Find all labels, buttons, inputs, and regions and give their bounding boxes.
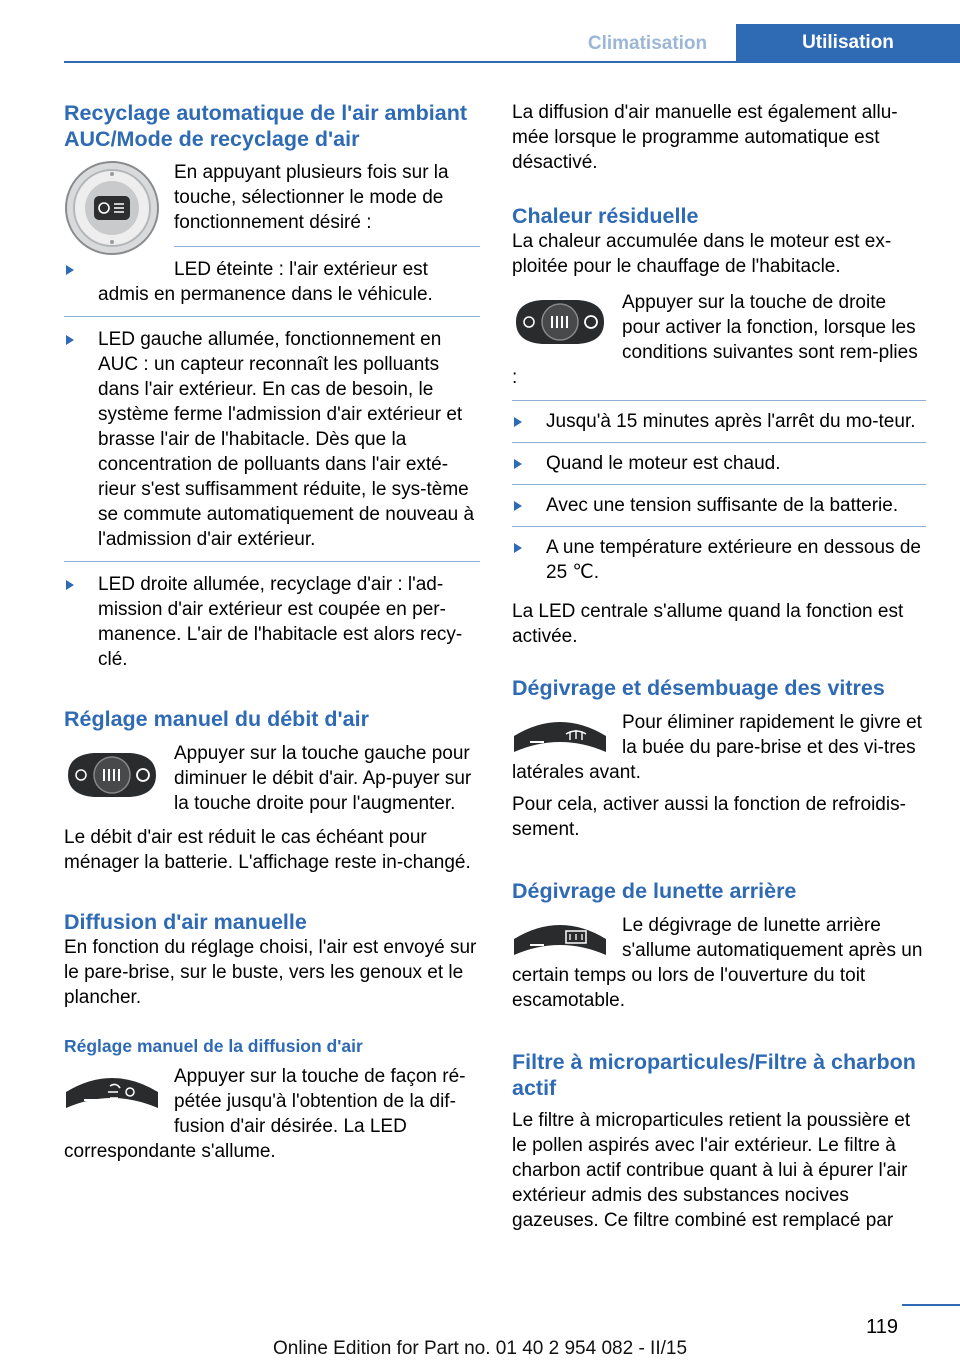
auc-intro: En appuyant plusieurs fois sur la touche, sélectionner le mode de fonctionnement désiré :: [174, 162, 449, 233]
divider: [512, 526, 926, 527]
manual-flow-text: Appuyer sur la touche gauche pour diminuer le débit d'air. Ap‐puyer sur la touche droite pour l'augmenter.: [174, 743, 472, 814]
auc-list-first: [64, 257, 480, 307]
divider: [174, 246, 480, 247]
rear-defrost-block: [512, 913, 926, 1013]
rear-window-defrost-button-icon: [512, 917, 608, 961]
residual-heat-block: [512, 290, 926, 390]
defrost-block: [512, 710, 926, 785]
filter-heading: Filtre à microparticules/Filtre à charbon actif: [512, 1050, 916, 1100]
windshield-defrost-button-icon: [512, 714, 608, 758]
list-item: LED éteinte : l'air extérieur est admis en permanence dans le véhicule.: [64, 257, 480, 307]
list-item: Quand le moteur est chaud.: [512, 451, 926, 476]
distribution-setting-block: [64, 1064, 480, 1164]
residual-heat-heading: Chaleur résiduelle: [512, 204, 699, 228]
list-item: Jusqu'à 15 minutes après l'arrêt du mo‐teur.: [512, 409, 926, 434]
distribution-setting-text: Appuyer sur la touche de façon ré‐pétée jusqu'à l'obtention de la dif‐fusion d'air désirée. La LED correspondante s'allume.: [64, 1066, 466, 1162]
footer-rule: [902, 1304, 960, 1306]
manual-flow-heading: Réglage manuel du débit d'air: [64, 707, 369, 731]
rear-defrost-text: Le dégivrage de lunette arrière s'allume automatiquement après un certain temps ou lors de l'ouverture du toit escamotable.: [512, 915, 923, 1011]
manual-flow-note: Le débit d'air est réduit le cas échéant pour ménager la batterie. L'affichage reste in‐changé.: [64, 827, 471, 873]
distribution-setting-heading: Réglage manuel de la diffusion d'air: [64, 1036, 363, 1056]
divider: [64, 316, 480, 317]
filter-text: Le filtre à microparticules retient la poussière et le pollen aspirés avec l'air extérieur. Le filtre à charbon actif contribue quant à lui à épurer l'air extérieur admis des substances nocives gazeuses. Ce filtre combiné est remplacé par: [512, 1110, 911, 1231]
right-column: [512, 100, 926, 1233]
residual-heat-list: [512, 451, 926, 476]
page-number: 119: [866, 1316, 898, 1338]
manual-flow-block: [64, 741, 480, 816]
header-rule: [64, 61, 960, 63]
fan-speed-panel-icon: [512, 296, 608, 348]
page-header: [0, 0, 960, 64]
left-column: [64, 100, 480, 1164]
auc-heading: Recyclage automatique de l'air ambiant AUC/Mode de recyclage d'air: [64, 101, 467, 151]
defrost-text: Pour éliminer rapidement le givre et la buée du pare-brise et des vi‐tres latérales avant.: [512, 712, 922, 783]
list-item: LED gauche allumée, fonctionnement en AUC : un capteur reconnaît les polluants dans l'air extérieur. En cas de besoin, le système ferme l'admission d'air extérieur et brasse l'air de l'habitacle. Dès que la concentration de polluants dans l'air exté‐rieur s'est suffisamment réduite, le sys‐tème se commute automatiquement de nouveau à l'admission d'air extérieur.: [64, 327, 480, 552]
divider: [512, 400, 926, 401]
list-item: A une température extérieure en dessous de 25 ℃.: [512, 535, 926, 585]
edition-footer: Online Edition for Part no. 01 40 2 954 082 - II/15: [272, 1338, 688, 1359]
residual-heat-list: [512, 493, 926, 518]
divider: [64, 561, 480, 562]
distribution-note: La diffusion d'air manuelle est également allu‐mée lorsque le programme automatique est désactivé.: [512, 102, 898, 173]
auc-list: [64, 327, 480, 552]
residual-heat-text: Appuyer sur la touche de droite pour activer la fonction, lorsque les conditions suivantes sont rem‐plies :: [512, 292, 918, 388]
residual-heat-intro: La chaleur accumulée dans le moteur est ex‐ploitée pour le chauffage de l'habitacle.: [512, 231, 892, 277]
fan-speed-panel-icon: [64, 749, 160, 801]
header-chapter-tab: Utilisation: [736, 24, 960, 62]
residual-heat-outro: La LED centrale s'allume quand la fonction est activée.: [512, 601, 904, 647]
distribution-heading: Diffusion d'air manuelle: [64, 910, 307, 934]
list-item: LED droite allumée, recyclage d'air : l'ad‐mission d'air extérieur est coupée en per‐manence. L'air de l'habitacle est alors recy‐clé.: [64, 572, 480, 672]
recirculation-knob-icon: [64, 160, 160, 256]
residual-heat-list: [512, 409, 926, 434]
auc-block: [64, 160, 480, 307]
defrost-heading: Dégivrage et désembuage des vitres: [512, 676, 885, 700]
header-section-label: Climatisation: [587, 33, 708, 54]
divider: [512, 442, 926, 443]
residual-heat-list: [512, 535, 926, 585]
auc-list: [64, 572, 480, 672]
distribution-text: En fonction du réglage choisi, l'air est envoyé sur le pare-brise, sur le buste, vers les genoux et le plancher.: [64, 937, 477, 1008]
rear-defrost-heading: Dégivrage de lunette arrière: [512, 879, 797, 903]
list-item: Avec une tension suffisante de la batterie.: [512, 493, 926, 518]
air-distribution-button-icon: [64, 1070, 160, 1114]
defrost-note: Pour cela, activer aussi la fonction de refroidis‐sement.: [512, 794, 906, 840]
divider: [512, 484, 926, 485]
